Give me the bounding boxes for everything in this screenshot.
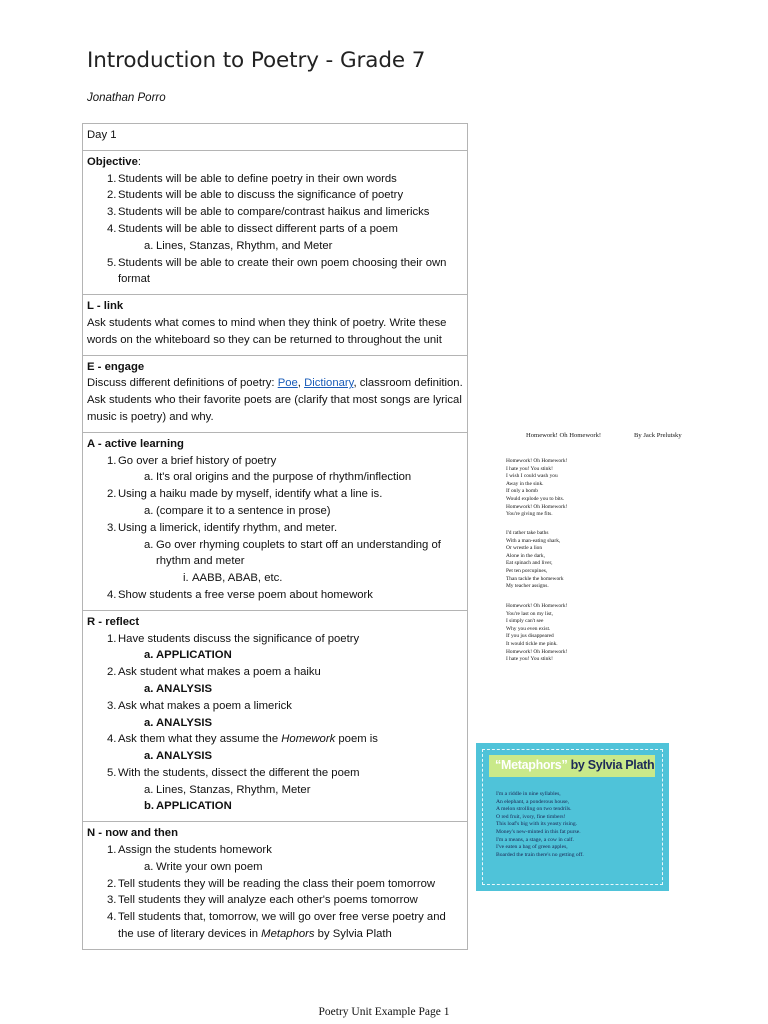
homework-poem-image [506, 432, 722, 672]
reflect-list [87, 631, 463, 816]
metaphors-poem-image [476, 743, 669, 891]
active-learning-list [87, 453, 463, 604]
reflect-cell [83, 610, 468, 822]
active-learning-heading: A - active learning [87, 437, 184, 450]
poem-stanza-3 [506, 603, 636, 664]
dictionary-link[interactable]: Dictionary [304, 377, 354, 390]
poem-line: Boarded the train there's no getting off. [496, 851, 584, 858]
poem-line: Homework! Oh Homework! [506, 648, 568, 655]
reflect-heading: R - reflect [87, 615, 140, 628]
poem-line: An elephant, a ponderous house, [496, 798, 570, 805]
poem-line: Money's new-minted in this fat purse. [496, 828, 581, 835]
now-and-then-cell [83, 822, 468, 950]
poem-line: Why you even exist. [506, 625, 551, 632]
list-item: 5. Students will be able to create their own poem choosing their own format [107, 256, 447, 286]
list-item: 3. Ask what makes a poem a limerick [107, 699, 292, 712]
poem-line: If only a bomb [506, 488, 538, 495]
poem-line: I'm a riddle in nine syllables, [496, 791, 561, 797]
page-footer: Poetry Unit Example Page 1 [318, 1006, 450, 1018]
list-subsubitem: i. AABB, ABAB, etc. [183, 572, 283, 585]
list-subitem: a. APPLICATION [144, 649, 232, 662]
poem-line: I hate you! You stink! [506, 465, 553, 472]
list-item: 5. With the students, dissect the different the poem [107, 766, 360, 779]
engage-text-before: Discuss different definitions of poetry: [87, 377, 278, 390]
list-subitem: a. Go over rhyming couplets to start off an understanding of rhythm and meter [144, 538, 441, 568]
poem-line: Pet ten porcupines, [506, 567, 548, 574]
list-item: 2. Students will be able to discuss the significance of poetry [107, 189, 404, 202]
poem-line: I'm a means, a stage, a cow in calf. [496, 836, 574, 843]
list-item: 4. Tell students that, tomorrow, we will go over free verse poetry and the use of literary devices in Metaphors by Sylvia Plath [107, 911, 446, 941]
objective-list [87, 171, 463, 289]
list-item: 2. Using a haiku made by myself, identify what a line is. [107, 488, 383, 501]
list-item: 2. Tell students they will be reading the class their poem tomorrow [107, 877, 436, 890]
list-item: 3. Students will be able to compare/contrast haikus and limericks [107, 206, 430, 219]
poem-line: With a man-eating shark, [506, 537, 561, 544]
poem-line: I simply can't see [506, 618, 544, 625]
poem-line: O red fruit, ivory, fine timbers! [496, 813, 566, 820]
list-item: 1. Have students discuss the significance of poetry [107, 632, 360, 645]
list-subitem: a. It's oral origins and the purpose of rhythm/inflection [144, 471, 412, 484]
list-subitem: a. Lines, Stanzas, Rhythm, and Meter [144, 239, 333, 252]
list-item: 1. Go over a brief history of poetry [107, 454, 277, 467]
poem-line: Eat spinach and liver, [506, 560, 553, 567]
poem-line: You're giving me fits. [506, 511, 553, 518]
day-cell [83, 124, 468, 151]
list-subitem: a. (compare it to a sentence in prose) [144, 504, 331, 517]
poem-line: You're last on my list, [506, 610, 553, 617]
link-cell [83, 295, 468, 355]
active-learning-row [83, 432, 468, 610]
poe-link[interactable]: Poe [277, 377, 298, 390]
objective-heading: Objective: [87, 155, 141, 168]
list-item: 4. Show students a free verse poem about homework [107, 588, 373, 601]
poem-line: This loaf's big with its yeasty rising. [496, 821, 578, 828]
poem-line: My teacher assigns. [506, 583, 549, 590]
lesson-plan-table [82, 123, 468, 950]
poem-line: Away in the sink. [506, 480, 544, 487]
poem-line: Than tackle the homework [506, 575, 564, 582]
engage-row [83, 355, 468, 432]
engage-heading: E - engage [87, 360, 145, 373]
active-learning-cell [83, 432, 468, 610]
metaphors-title: “Metaphors” by Sylvia Plath [495, 758, 655, 772]
document-title: Introduction to Poetry - Grade 7 [87, 48, 426, 73]
poem-line: Alone in the dark, [506, 552, 545, 559]
objective-row [83, 150, 468, 294]
engage-cell [83, 355, 468, 432]
poem-stanza-2 [506, 530, 636, 591]
link-text: Ask students what comes to mind when they think of poetry. Write these words on the whiteboard so they can be returned to throughout the unit [87, 316, 447, 346]
now-and-then-list [87, 842, 463, 943]
list-item: 3. Tell students they will analyze each other's poems tomorrow [107, 894, 418, 907]
now-and-then-row [83, 822, 468, 950]
poem-line: I wish I could wash you [506, 473, 558, 480]
metaphors-banner [489, 755, 655, 777]
poem-line: Would explode you to bits. [506, 495, 565, 502]
homework-poem-title: Homework! Oh Homework! [526, 432, 602, 439]
poem-stanza-1 [506, 458, 636, 519]
list-item: 1. Students will be able to define poetry in their own words [107, 172, 397, 185]
list-item: 1. Assign the students homework [107, 844, 272, 857]
list-subitem: a. ANALYSIS [144, 682, 213, 695]
list-subitem: a. Lines, Stanzas, Rhythm, Meter [144, 783, 311, 796]
objective-cell [83, 150, 468, 294]
list-subitem: b. APPLICATION [144, 800, 232, 813]
list-subitem: a. ANALYSIS [144, 750, 213, 763]
engage-text-after: , classroom definition. Ask students who their favorite poets are (clarify that most songs are lyrical music is poetry) and why. [87, 377, 463, 423]
author-name: Jonathan Porro [87, 92, 166, 104]
metaphors-lines [496, 791, 584, 859]
poem-line: Homework! Oh Homework! [506, 603, 568, 609]
reflect-row [83, 610, 468, 822]
poem-line: I'd rather take baths [506, 530, 549, 536]
poem-line: I've eaten a bag of green apples, [496, 844, 568, 851]
poem-line: A melon strolling on two tendrils. [496, 806, 572, 813]
engage-separator: , [297, 377, 305, 390]
list-subitem: a. Write your own poem [144, 860, 263, 873]
now-and-then-heading: N - now and then [87, 827, 178, 840]
poem-line: It would tickle me pink. [506, 640, 558, 647]
poem-line: I hate you! You stink! [506, 656, 553, 663]
link-heading: L - link [87, 300, 124, 313]
poem-line: Homework! Oh Homework! [506, 503, 568, 510]
list-item: 2. Ask student what makes a poem a haiku [107, 666, 321, 679]
day-label: Day 1 [87, 129, 117, 141]
homework-poem-byline: By Jack Prelutsky [634, 432, 682, 439]
list-subitem: a. ANALYSIS [144, 716, 213, 729]
poem-line: If you jus disappeared [506, 633, 554, 640]
list-item: 4. Ask them what they assume the Homework poem is [107, 733, 378, 746]
list-item: 3. Using a limerick, identify rhythm, and meter. [107, 521, 338, 534]
day-row [83, 124, 468, 151]
poem-line: Homework! Oh Homework! [506, 458, 568, 464]
link-row [83, 295, 468, 355]
poem-line: Or wrestle a lion [506, 545, 543, 552]
list-item: 4. Students will be able to dissect different parts of a poem [107, 222, 398, 235]
